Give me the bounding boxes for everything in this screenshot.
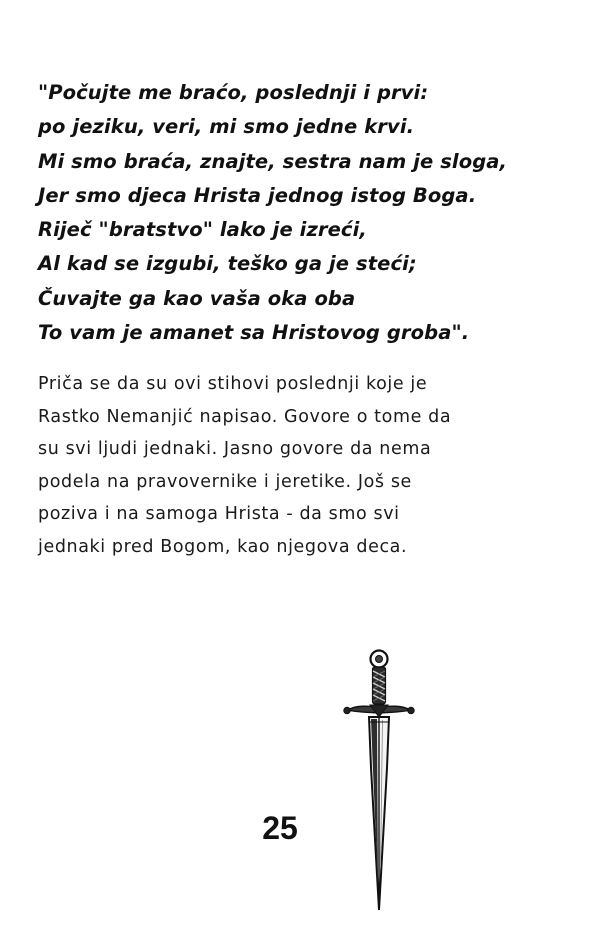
- poem-line: Jer smo djeca Hrista jednog istog Boga.: [38, 183, 477, 207]
- page-number: 25: [262, 810, 298, 846]
- poem-block: [38, 76, 578, 350]
- commentary-line: su svi ljudi jednaki. Jasno govore da nema: [38, 439, 432, 460]
- commentary-line: Priča se da su ovi stihovi poslednji koje je: [38, 374, 428, 394]
- poem-line: Al kad se izgubi, teško ga je steći;: [38, 252, 417, 276]
- poem-line: po jeziku, veri, mi smo jedne krvi.: [38, 115, 415, 139]
- poem-line: Čuvajte ga kao vaša oka oba: [38, 286, 356, 310]
- poem-line: "Počujte me braćo, poslednji i prvi:: [38, 81, 429, 104]
- dagger-icon: [334, 648, 424, 913]
- commentary-line: podela na pravovernike i jeretike. Još se: [38, 471, 412, 492]
- poem-line: Riječ "bratstvo" lako je izreći,: [38, 218, 367, 242]
- poem-line: Mi smo braća, znajte, sestra nam je sloga,: [38, 149, 508, 173]
- commentary-line: poziva i na samoga Hrista - da smo svi: [38, 504, 400, 525]
- poem-line: To vam je amanet sa Hristovog groba".: [38, 321, 470, 345]
- commentary-paragraph: [38, 368, 558, 564]
- commentary-line: jednaki pred Bogom, kao njegova deca.: [38, 536, 408, 557]
- commentary-line: Rastko Nemanjić napisao. Govore o tome da: [38, 406, 452, 427]
